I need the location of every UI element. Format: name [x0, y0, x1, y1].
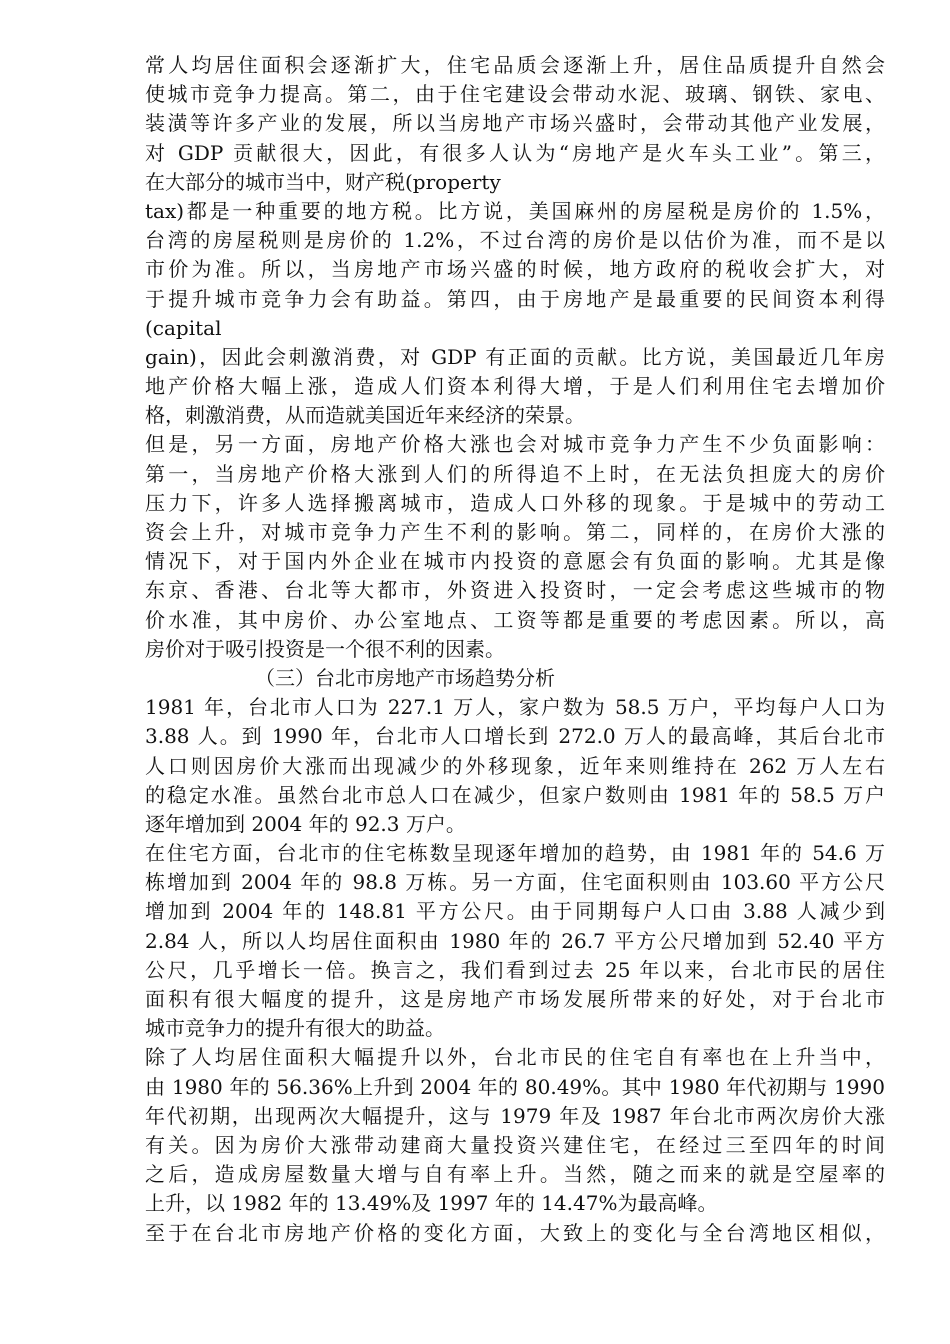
text-line: 房价对于吸引投资是一个很不利的因素。 [145, 636, 505, 661]
text-line: 使城市竞争力提高。第二，由于住宅建设会带动水泥、玻璃、钢铁、家电、 [145, 82, 885, 107]
text-line: 第一，当房地产价格大涨到人们的所得追不上时，在无法负担庞大的房价 [145, 461, 885, 486]
text-line: 情况下，对于国内外企业在城市内投资的意愿会有负面的影响。尤其是像 [145, 549, 885, 574]
text-line: 由 1980 年的 56.36%上升到 2004 年的 80.49%。其中 1980 年代初期与 1990 [145, 1074, 885, 1099]
text-line: 市价为准。所以，当房地产市场兴盛的时候，地方政府的税收会扩大，对 [145, 257, 885, 282]
text-line: 增加到 2004 年的 148.81 平方公尺。由于同期每户人口由 3.88 人减少到 [145, 899, 885, 924]
text-line: 2.84 人，所以人均居住面积由 1980 年的 26.7 平方公尺增加到 52.40 平方 [145, 928, 885, 953]
text-line: 3.88 人。到 1990 年，台北市人口增长到 272.0 万人的最高峰，其后台北市 [145, 724, 885, 749]
text-line: 除了人均居住面积大幅提升以外，台北市民的住宅自有率也在上升当中， [145, 1045, 885, 1070]
document-body [145, 51, 885, 1248]
text-line: 公尺，几乎增长一倍。换言之，我们看到过去 25 年以来，台北市民的居住 [145, 957, 885, 982]
section-heading: （三）台北市房地产市场趋势分析 [255, 665, 555, 690]
text-line: 至于在台北市房地产价格的变化方面，大致上的变化与全台湾地区相似， [145, 1220, 885, 1245]
text-line: 于提升城市竞争力会有助益。第四，由于房地产是最重要的民间资本利得 [145, 286, 885, 311]
text-line: 台湾的房屋税则是房价的 1.2%，不过台湾的房价是以估价为准，而不是以 [145, 228, 885, 253]
text-line: 1981 年，台北市人口为 227.1 万人，家户数为 58.5 万户，平均每户人口为 [145, 695, 885, 720]
text-line: 东京、香港、台北等大都市，外资进入投资时，一定会考虑这些城市的物 [145, 578, 885, 603]
text-line: 资会上升，对城市竞争力产生不利的影响。第二，同样的，在房价大涨的 [145, 520, 885, 544]
text-line: 有关。因为房价大涨带动建商大量投资兴建住宅，在经过三至四年的时间 [145, 1132, 885, 1157]
text-line: 年代初期，出现两次大幅提升，这与 1979 年及 1987 年台北市两次房价大涨 [145, 1103, 885, 1128]
text-line: tax)都是一种重要的地方税。比方说，美国麻州的房屋税是房价的 1.5%， [145, 198, 885, 223]
text-line: 装潢等许多产业的发展，所以当房地产市场兴盛时，会带动其他产业发展， [145, 111, 885, 136]
text-line: 对 GDP 贡献很大，因此，有很多人认为“房地产是火车头工业”。第三， [145, 140, 885, 165]
text-line: 地产价格大幅上涨，造成人们资本利得大增，于是人们利用住宅去增加价 [145, 374, 885, 399]
text-line: 压力下，许多人选择搬离城市，造成人口外移的现象。于是城中的劳动工 [145, 490, 885, 515]
text-line: 上升，以 1982 年的 13.49%及 1997 年的 14.47%为最高峰。 [145, 1191, 718, 1216]
text-line: 人口则因房价大涨而出现减少的外移现象，近年来则维持在 262 万人左右 [145, 753, 885, 778]
text-line: 城市竞争力的提升有很大的助益。 [145, 1016, 445, 1041]
text-line: 但是，另一方面，房地产价格大涨也会对城市竞争力产生不少负面影响： [145, 432, 885, 457]
text-line: 逐年增加到 2004 年的 92.3 万户。 [145, 811, 466, 836]
text-line: 在大部分的城市当中，财产税(property [145, 169, 501, 194]
text-line: 的稳定水准。虽然台北市总人口在减少，但家户数则由 1981 年的 58.5 万户 [145, 782, 885, 807]
text-line: 面积有很大幅度的提升，这是房地产市场发展所带来的好处，对于台北市 [145, 987, 885, 1011]
text-line: 格，刺激消费，从而造就美国近年来经济的荣景。 [145, 403, 585, 428]
text-line: 价水准，其中房价、办公室地点、工资等都是重要的考虑因素。所以，高 [145, 607, 885, 632]
text-line: 之后，造成房屋数量大增与自有率上升。当然，随之而来的就是空屋率的 [145, 1162, 885, 1187]
text-line: 在住宅方面，台北市的住宅栋数呈现逐年增加的趋势，由 1981 年的 54.6 万 [145, 841, 885, 866]
text-line: 栋增加到 2004 年的 98.8 万栋。另一方面，住宅面积则由 103.60 平方公尺 [145, 870, 885, 895]
text-line: (capital [145, 315, 222, 340]
text-line: gain)，因此会刺激消费，对 GDP 有正面的贡献。比方说，美国最近几年房 [145, 344, 885, 369]
text-line: 常人均居住面积会逐渐扩大，住宅品质会逐渐上升，居住品质提升自然会 [145, 53, 885, 77]
